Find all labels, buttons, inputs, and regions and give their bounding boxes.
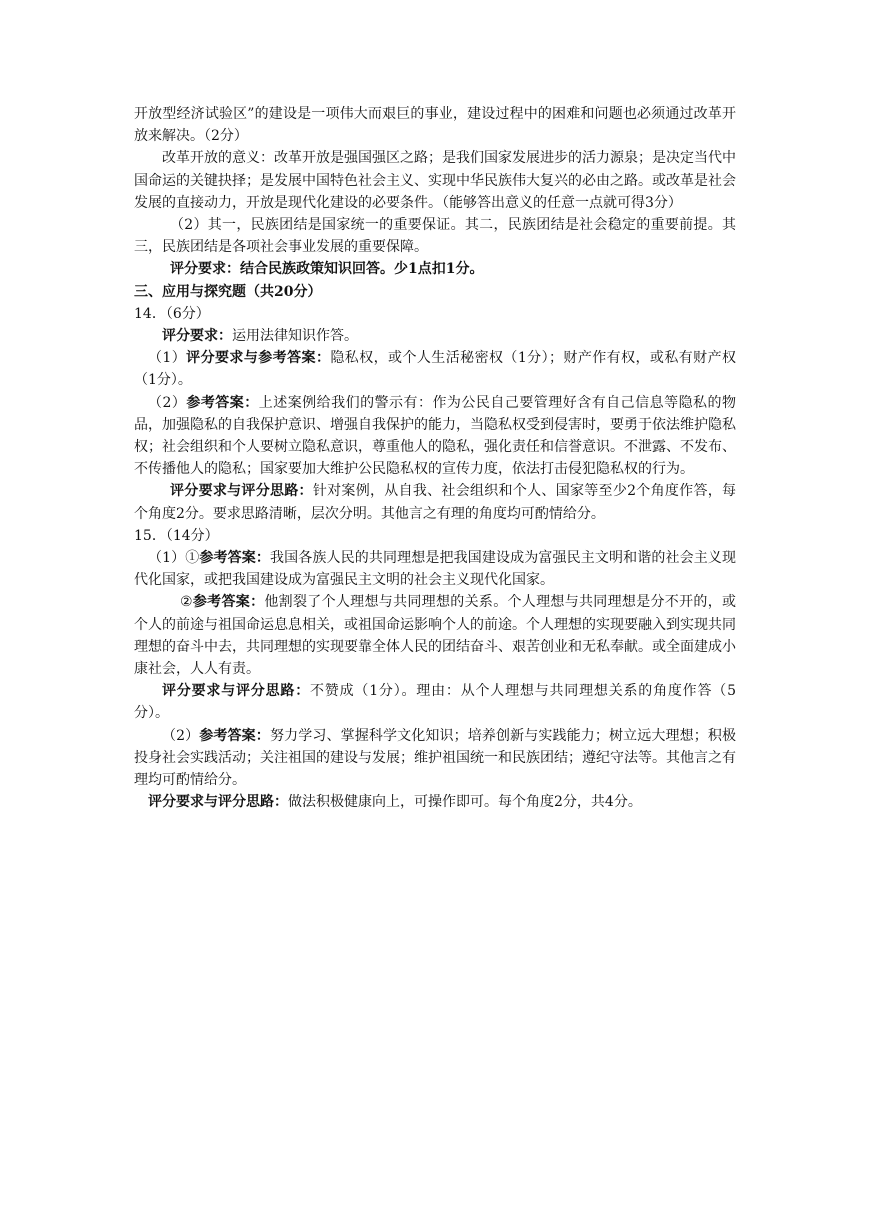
question-15-heading: 15．（14分）: [134, 527, 219, 544]
label-bold: 评分要求与参考答案：: [186, 350, 331, 367]
question-15-part-2: [134, 725, 736, 792]
label-bold: 评分要求与评分思路：: [162, 683, 310, 700]
label-text: 努力学习、掌握科学文化知识；培养创新与实践能力；树立远大理想；积极投身社会实践活动；关注祖国的建设与发展；维护祖国统一和民族团结；遵纪守法等。其他言之有理均可酌情给分。: [134, 727, 736, 789]
paragraph-reform-significance: 改革开放的意义：改革开放是强国强区之路；是我们国家发展进步的活力源泉；是决定当代中国命运的关键抉择；是发展中国特色社会主义、实现中华民族伟大复兴的必由之路。或改革是社会发展的直接动力，开放是现代化建设的必要条件。（能够答出意义的任意一点就可得3分）: [134, 150, 736, 211]
question-14-heading: 14．（6分）: [134, 305, 210, 322]
part-prefix: （1）①: [148, 550, 200, 567]
question-14-requirement: [134, 325, 736, 347]
question-15-part-1-2: [134, 591, 736, 680]
label-bold: 评分要求：: [162, 328, 232, 345]
label-text: 运用法律知识作答。: [232, 328, 358, 345]
paragraph-economic-zone: 开放型经济试验区”的建设是一项伟大而艰巨的事业，建设过程中的困难和问题也必须通过改革开放来解决。（2分）: [134, 106, 736, 145]
label-text: 他割裂了个人理想与共同理想的关系。个人理想与共同理想是分不开的，或个人的前途与祖国命运息息相关，或祖国命运影响个人的前途。个人理想的实现要融入到实现共同理想的奋斗中去，共同理想的实现要靠全体人民的团结奋斗、艰苦创业和无私奉献。或全面建成小康社会，人人有责。: [134, 594, 737, 678]
question-15-part-1: [134, 547, 736, 591]
label-text: 我国各族人民的共同理想是把我国建设成为富强民主文明和谐的社会主义现代化国家，或把我国建设成为富强民主文明的社会主义现代化国家。: [134, 550, 736, 589]
document-body: [134, 103, 736, 814]
label-text: 不赞成（1分）。理由：从个人理想与共同理想关系的角度作答（5分）。: [134, 683, 736, 722]
label-bold: 参考答案：: [192, 594, 265, 611]
label-text: 针对案例，从自我、社会组织和个人、国家等至少2个角度作答，每个角度2分。要求思路清晰，层次分明。其他言之有理的角度均可酌情给分。: [134, 483, 737, 522]
question-15-scoring-1: [134, 680, 736, 724]
label-bold: 参考答案：: [199, 727, 270, 744]
paragraph-ethnic-unity: （2）其一，民族团结是国家统一的重要保证。其二，民族团结是社会稳定的重要前提。其三，民族团结是各项社会事业发展的重要保障。: [134, 217, 736, 256]
question-15-scoring-2: [134, 791, 736, 813]
label-text: 上述案例给我们的警示有：作为公民自己要管理好含有自己信息等隐私的物品，加强隐私的自我保护意识、增强自我保护的能力，当隐私权受到侵害时，要勇于依法维护隐私权；社会组织和个人要树立隐私意识，尊重他人的隐私，强化责任和信誉意识。不泄露、不发布、不传播他人的隐私；国家要加大维护公民隐私权的宣传力度，依法打击侵犯隐私权的行为。: [134, 394, 736, 478]
part-prefix: （2）: [162, 727, 200, 744]
question-14-part-2: [134, 392, 736, 481]
question-14-part-1: [134, 347, 736, 391]
part-prefix: （1）: [148, 350, 187, 367]
scoring-note-ethnic-policy: 评分要求：结合民族政策知识回答。少1点扣1分。: [170, 261, 484, 278]
label-bold: 评分要求与评分思路：: [170, 483, 313, 500]
label-bold: 参考答案：: [199, 550, 271, 567]
question-14-scoring: [134, 480, 736, 524]
label-text: 做法积极健康向上，可操作即可。每个角度2分，共4分。: [288, 794, 642, 811]
label-bold: 参考答案：: [186, 394, 259, 411]
label-text: 隐私权，或个人生活秘密权（1分）；财产作有权，或私有财产权（1分）。: [134, 350, 737, 389]
part-prefix: （2）: [148, 394, 187, 411]
part-prefix: ②: [180, 594, 193, 611]
label-bold: 评分要求与评分思路：: [148, 794, 288, 811]
section-heading-application: 三、应用与探究题（共20分）: [134, 283, 322, 300]
